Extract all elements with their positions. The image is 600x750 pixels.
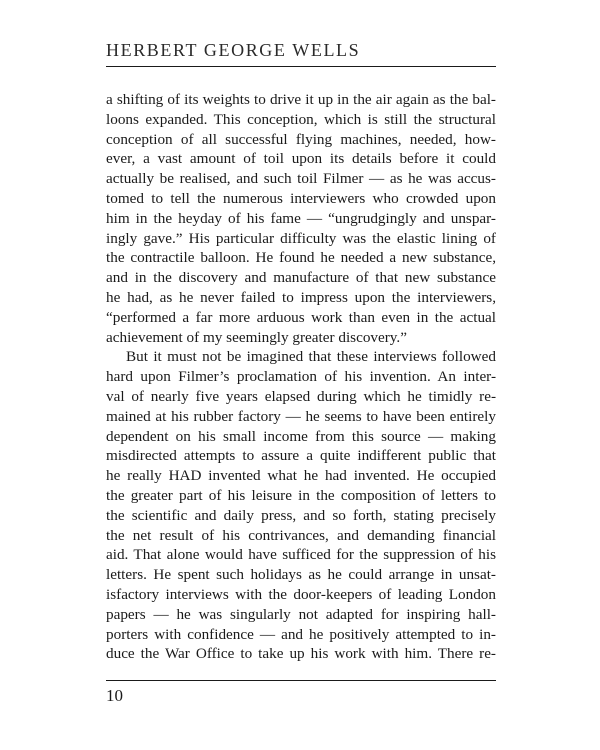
text-line: letters. He spent such holidays as he could arrange in unsat- [106,566,496,584]
running-head: HERBERT GEORGE WELLS [106,40,361,60]
text-line: and in the discovery and manufacture of that new substance [106,269,496,287]
body-text [106,90,496,664]
page-number: 10 [106,686,123,705]
text-line: him in the heyday of his fame — “ungrudgingly and unspar- [106,209,496,227]
text-line: papers — he was singularly not adapted for inspiring hall- [106,605,496,623]
text-line: dependent on his small income from this source — making [106,427,496,445]
text-line: he had, as he never failed to impress upon the interviewers, [106,288,496,306]
text-line: “performed a far more arduous work than even in the actual [106,308,496,326]
text-line: duce the War Office to take up his work with him. There re- [106,645,496,663]
text-line: mained at his rubber factory — he seems to have been entirely [106,407,496,425]
text-line: a shifting of its weights to drive it up in the air again as the bal- [106,91,496,108]
text-line: val of nearly five years elapsed during which he timidly re- [106,387,496,405]
text-line: the net result of his contrivances, and demanding financial [106,526,496,544]
paragraph-end-line: achievement of my seemingly greater discovery.” [106,328,407,346]
text-line: isfactory interviews with the door-keepers of leading London [106,585,496,603]
text-line: porters with confidence — and he positively attempted to in- [106,625,496,643]
header-rule [106,66,496,67]
text-line: misdirected attempts to assure a quite indifferent public that [106,447,496,465]
text-line: hard upon Filmer’s proclamation of his invention. An inter- [106,368,496,386]
text-line: ever, a vast amount of toil upon its details before it could [106,150,496,168]
text-line: tomed to tell the numerous interviewers who crowded upon [106,189,496,207]
text-line: the scientific and daily press, and so forth, stating precisely [106,506,496,524]
footer-rule [106,680,496,681]
text-line: actually be realised, and such toil Filmer — as he was accus- [106,170,496,188]
text-line: aid. That alone would have sufficed for the suppression of his [106,546,496,564]
text-line: conception of all successful flying machines, needed, how- [106,130,496,148]
text-line: the contractile balloon. He found he needed a new substance, [106,249,496,267]
text-line: the greater part of his leisure in the composition of letters to [106,486,496,504]
text-line: loons expanded. This conception, which is still the structural [106,110,496,128]
paragraph-first-line: But it must not be imagined that these interviews followed [126,348,496,366]
text-line: ingly gave.” His particular difficulty was the elastic lining of [106,229,496,247]
text-line: he really HAD invented what he had invented. He occupied [106,467,496,485]
